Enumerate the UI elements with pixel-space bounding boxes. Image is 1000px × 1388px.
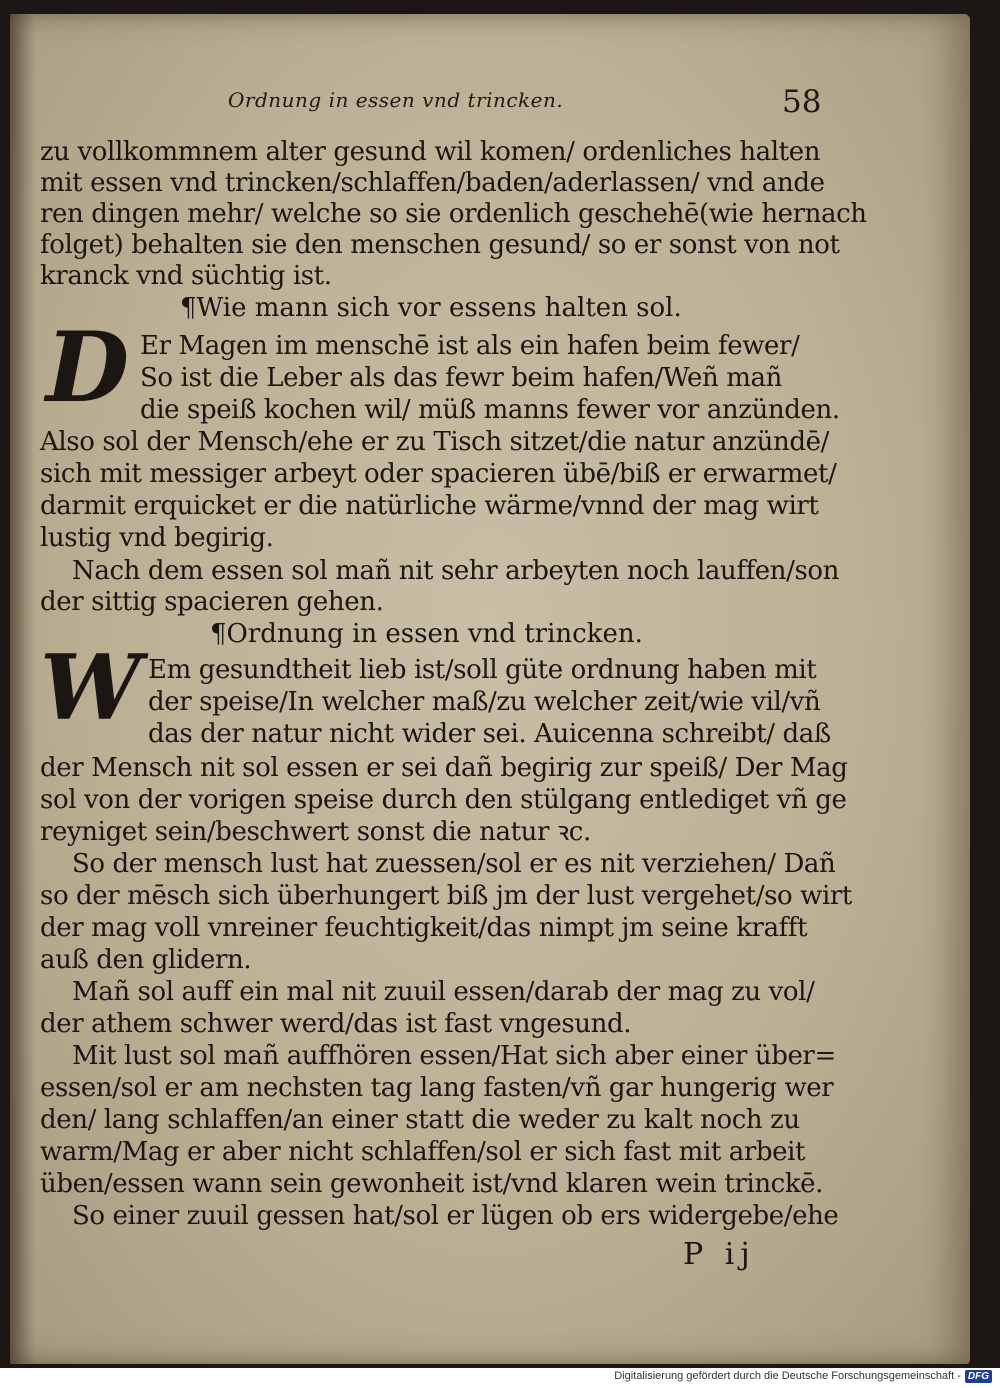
text-line: darmit erquicket er die natürliche wärme/vnnd der mag wirt [40,491,819,521]
gutter-shadow [10,14,36,1364]
text-line: sich mit messiger arbeyt oder spacieren übē/biß er erwarmet/ [40,459,837,489]
section-heading: ¶Wie mann sich vor essens halten sol. [180,293,682,323]
text-line: reyniget sein/beschwert sonst die natur ꝛc. [40,817,591,847]
text-line: Er Magen im menschē ist als ein hafen beim fewer/ [140,331,800,361]
text-line: auß den glidern. [40,945,252,975]
text-line: Em gesundtheit lieb ist/soll güte ordnung haben mit [148,655,817,685]
text-line: der Mensch nit sol essen er sei dañ begirig zur speiß/ Der Mag [40,753,848,783]
running-head: Ordnung in essen vnd trincken. [228,88,564,112]
text-line: das der natur nicht wider sei. Auicenna schreibt/ daß [148,719,831,749]
text-line: Mit lust sol mañ auffhören essen/Hat sich aber einer über= [72,1041,836,1071]
text-line: zu vollkommnem alter gesund wil komen/ ordenliches halten [40,137,821,167]
page-number: 58 [782,84,822,120]
text-line: ren dingen mehr/ welche so sie ordenlich geschehē(wie hernach [40,199,867,229]
text-line: Mañ sol auff ein mal nit zuuil essen/darab der mag zu vol/ [72,977,815,1007]
text-line: so der mēsch sich überhungert biß jm der lust vergehet/so wirt [40,881,852,911]
text-line: warm/Mag er aber nicht schlaffen/sol er sich fast mit arbeit [40,1137,806,1167]
section-heading: ¶Ordnung in essen vnd trincken. [210,619,643,649]
text-line: der sittig spacieren gehen. [40,587,384,617]
text-line: der mag voll vnreiner feuchtigkeit/das nimpt jm seine krafft [40,913,808,943]
text-line: den/ lang schlaffen/an einer statt die weder zu kalt noch zu [40,1105,800,1135]
digitization-credit [614,1368,992,1384]
dfg-logo-icon: DFG [965,1370,992,1383]
text-line: So der mensch lust hat zuessen/sol er es nit verziehen/ Dañ [72,849,836,879]
signature-mark: P ij [683,1237,756,1272]
text-line: sol von der vorigen speise durch den stülgang entlediget vñ ge [40,785,847,815]
text-line: der speise/In welcher maß/zu welcher zeit/wie vil/vñ [148,687,821,717]
text-line: mit essen vnd trincken/schlaffen/baden/aderlassen/ vnd ande [40,168,825,198]
text-line: üben/essen wann sein gewonheit ist/vnd klaren wein trinckē. [40,1169,824,1199]
text-line: kranck vnd süchtig ist. [40,261,332,291]
text-line: So ist die Leber als das fewr beim hafen/Weñ mañ [140,363,782,393]
text-line: der athem schwer werd/das ist fast vngesund. [40,1009,632,1039]
credit-text: Digitalisierung gefördert durch die Deutsche Forschungsgemeinschaft - [614,1370,961,1382]
text-line: Also sol der Mensch/ehe er zu Tisch sitzet/die natur anzündē/ [40,427,829,457]
text-line: essen/sol er am nechsten tag lang fasten/vñ gar hungerig wer [40,1073,834,1103]
text-line: lustig vnd begirig. [40,523,274,553]
text-line: Nach dem essen sol mañ nit sehr arbeyten noch lauffen/son [72,556,840,586]
text-line: folget) behalten sie den menschen gesund/ so er sonst von not [40,230,840,260]
drop-cap-initial: D [45,311,130,424]
drop-cap-initial: W [40,635,142,741]
text-line: So einer zuuil gessen hat/sol er lügen ob ers widergebe/ehe [72,1201,839,1231]
text-line: die speiß kochen wil/ müß manns fewer vor anzünden. [140,395,840,425]
